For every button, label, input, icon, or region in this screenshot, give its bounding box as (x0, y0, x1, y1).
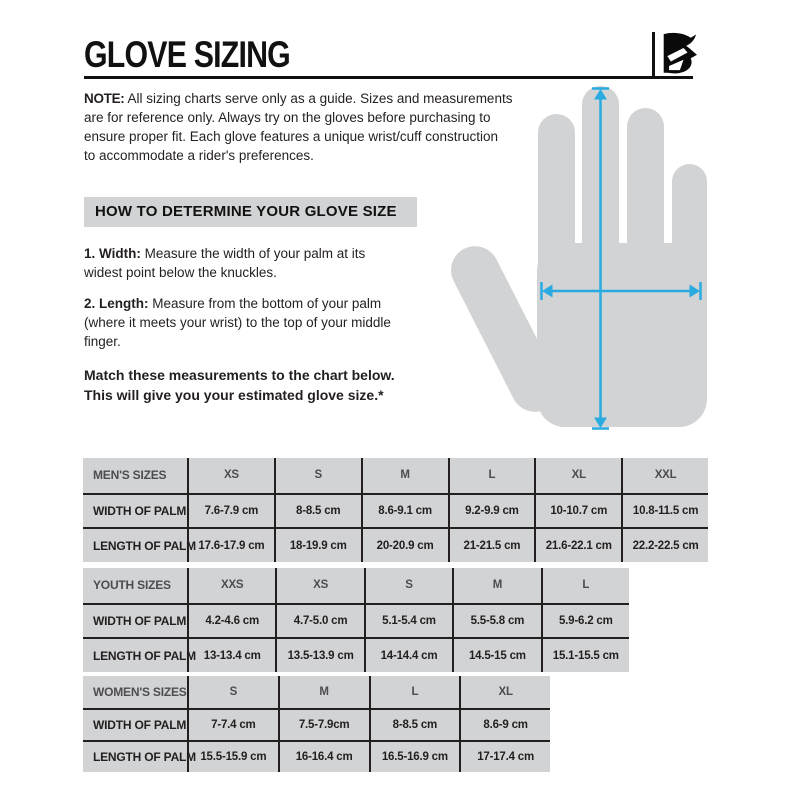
womens-size-value-cell: 8-8.5 cm (369, 708, 460, 740)
youth-size-value-cell: 15.1-15.5 cm (541, 637, 629, 672)
youth-table-title: YOUTH SIZES (93, 578, 171, 593)
mens-size-value-cell: 10-10.7 cm (534, 493, 621, 528)
youth-size-value-cell: 5.9-6.2 cm (541, 603, 629, 638)
step-width-label: 1. Width: (84, 246, 141, 261)
mens-size-value-cell: 18-19.9 cm (274, 527, 361, 562)
hand-diagram (440, 78, 770, 446)
womens-size-column-header: M (278, 676, 369, 708)
mens-size-column-header: XXL (621, 458, 708, 493)
womens-row-label: LENGTH OF PALM (83, 740, 187, 772)
match-instruction: Match these measurements to the chart below. This will give you your estimated glove size.* (84, 367, 395, 403)
womens-size-value-cell: 16.5-16.9 cm (369, 740, 460, 772)
womens-table-title: WOMEN'S SIZES (93, 685, 187, 699)
logo-divider (652, 32, 655, 77)
mens-size-column-header: XS (187, 458, 274, 493)
mens-table-title: MEN'S SIZES (93, 468, 167, 483)
mens-size-table (83, 458, 708, 562)
mens-size-value-cell: 8-8.5 cm (274, 493, 361, 528)
womens-size-value-cell: 7-7.4 cm (187, 708, 278, 740)
mens-size-value-cell: 21-21.5 cm (448, 527, 535, 562)
youth-size-column-header: XXS (187, 568, 275, 603)
youth-size-value-cell: 14-14.4 cm (364, 637, 452, 672)
note-line: ensure proper fit. Each glove features a unique wrist/cuff construction (84, 129, 498, 144)
step-length-label: 2. Length: (84, 296, 149, 311)
step-width: 1. Width: Measure the width of your palm at its widest point below the knuckles. (84, 246, 366, 280)
youth-size-value-cell: 13-13.4 cm (187, 637, 275, 672)
mens-row-label: WIDTH OF PALM (83, 493, 187, 528)
youth-row-label: LENGTH OF PALM (83, 637, 187, 672)
womens-size-value-cell: 17-17.4 cm (459, 740, 550, 772)
womens-row-label: WIDTH OF PALM (83, 708, 187, 740)
womens-size-value-cell: 7.5-7.9cm (278, 708, 369, 740)
womens-size-column-header: S (187, 676, 278, 708)
womens-size-table (83, 676, 550, 772)
womens-size-value-cell: 16-16.4 cm (278, 740, 369, 772)
how-to-heading: HOW TO DETERMINE YOUR GLOVE SIZE (84, 197, 417, 227)
size-tables (83, 458, 708, 772)
mens-size-value-cell: 9.2-9.9 cm (448, 493, 535, 528)
wrist (560, 398, 682, 427)
mens-size-column-header: M (361, 458, 448, 493)
note-line: to accommodate a rider's preferences. (84, 148, 314, 163)
youth-size-value-cell: 4.2-4.6 cm (187, 603, 275, 638)
note-line: are for reference only. Always try on the gloves before purchasing to (84, 110, 491, 125)
youth-size-table (83, 568, 629, 672)
thor-helmet-logo-icon (661, 31, 697, 75)
mens-size-column-header: XL (534, 458, 621, 493)
youth-size-value-cell: 13.5-13.9 cm (275, 637, 363, 672)
womens-size-value-cell: 8.6-9 cm (459, 708, 550, 740)
youth-size-column-header: S (364, 568, 452, 603)
youth-row-label: WIDTH OF PALM (83, 603, 187, 638)
mens-size-value-cell: 10.8-11.5 cm (621, 493, 708, 528)
step-length: 2. Length: Measure from the bottom of your palm (where it meets your wrist) to the top of your middle finger. (84, 296, 391, 349)
measuring-steps (84, 244, 464, 405)
note-label: NOTE: (84, 91, 125, 106)
page-title: GLOVE SIZING (84, 34, 290, 75)
hand-silhouette (443, 86, 707, 427)
mens-size-value-cell: 21.6-22.1 cm (534, 527, 621, 562)
youth-size-value-cell: 5.1-5.4 cm (364, 603, 452, 638)
mens-size-value-cell: 17.6-17.9 cm (187, 527, 274, 562)
mens-size-value-cell: 8.6-9.1 cm (361, 493, 448, 528)
mens-size-column-header: S (274, 458, 361, 493)
mens-size-value-cell: 7.6-7.9 cm (187, 493, 274, 528)
womens-size-column-header: XL (459, 676, 550, 708)
womens-size-value-cell: 15.5-15.9 cm (187, 740, 278, 772)
mens-size-column-header: L (448, 458, 535, 493)
youth-size-column-header: L (541, 568, 629, 603)
mens-size-value-cell: 20-20.9 cm (361, 527, 448, 562)
youth-size-column-header: XS (275, 568, 363, 603)
youth-size-value-cell: 5.5-5.8 cm (452, 603, 540, 638)
youth-size-value-cell: 14.5-15 cm (452, 637, 540, 672)
youth-size-column-header: M (452, 568, 540, 603)
mens-size-value-cell: 22.2-22.5 cm (621, 527, 708, 562)
womens-size-column-header: L (369, 676, 460, 708)
note-line: NOTE: All sizing charts serve only as a guide. Sizes and measurements (84, 91, 513, 106)
youth-size-value-cell: 4.7-5.0 cm (275, 603, 363, 638)
mens-row-label: LENGTH OF PALM (83, 527, 187, 562)
